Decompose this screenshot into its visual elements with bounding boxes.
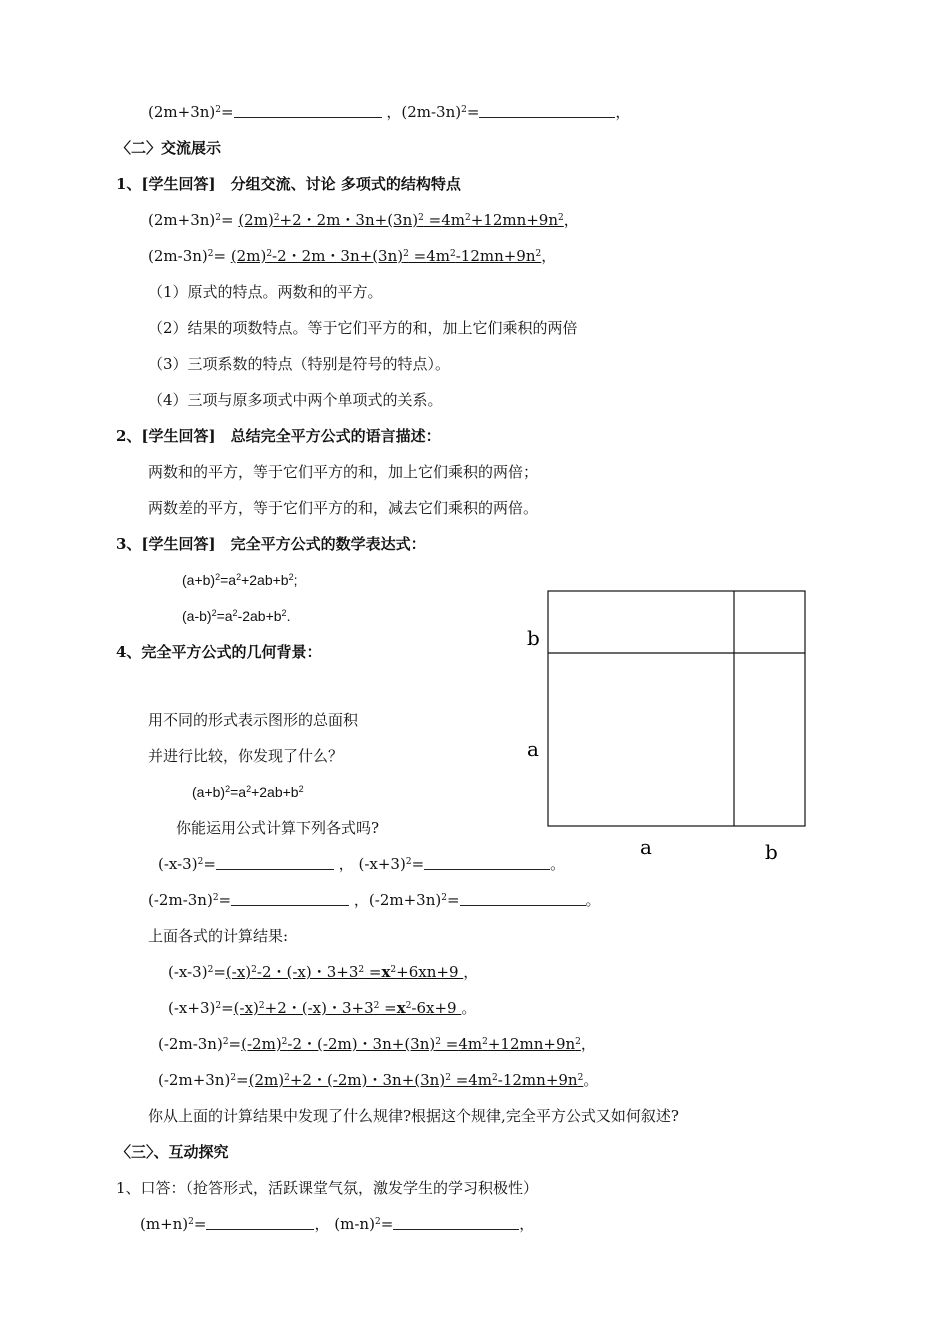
result-line: $(-2m-3n)^2=(-2m)^2-2$・(-2m)・$3n+(3n)^2 =4m^2+12mn+9n^2$， — [158, 1035, 596, 1053]
section-title: 〈三〉、互动探究 — [116, 1143, 229, 1161]
results-title: 上面各式的计算结果: — [148, 927, 289, 945]
formula-line: $(a-b)^2=a^2-2ab+b^2$. — [182, 608, 291, 624]
question-heading: 4、完全平方公式的几何背景： — [116, 643, 322, 661]
result-line: $(-x-3)^2=(-x)^2-2$・(-x)・$3+3^2 =x^2+6xn+9$ ， — [168, 963, 479, 981]
question-heading: 1、[学生回答] 分组交流、讨论 多项式的结构特点 — [116, 175, 461, 193]
label-a-side: a — [527, 737, 539, 761]
answer-blank[interactable] — [234, 104, 382, 118]
answer-blank[interactable] — [479, 104, 615, 118]
label-a-bottom: a — [640, 835, 652, 859]
question-text: 你从上面的计算结果中发现了什么规律?根据这个规律,完全平方公式又如何叙述? — [148, 1107, 679, 1125]
formula-line: $(a+b)^2=a^2+2ab+b^2$ — [192, 784, 304, 800]
result-line: $(-2m+3n)^2=(2m)^2+2$・(-2m)・$3n+(3n)^2 =4m^2-12mn+9n^2$。 — [158, 1071, 599, 1089]
answer-blank[interactable] — [216, 856, 334, 870]
answer-blank[interactable] — [231, 892, 349, 906]
blank-exercise-line: $(m+n)^2=$ ， $(m-n)^2=$ ， — [140, 1215, 535, 1233]
formula-line: $(a+b)^2=a^2+2ab+b^2$; — [182, 572, 298, 588]
answer-blank[interactable] — [424, 856, 550, 870]
square-area-diagram — [520, 582, 820, 872]
prompt-text: 你能运用公式计算下列各式吗? — [176, 819, 380, 837]
label-b-side: b — [527, 626, 540, 650]
point-text: （2）结果的项数特点。等于它们平方的和，加上它们乘积的两倍 — [148, 319, 578, 337]
answer-blank[interactable] — [393, 1216, 519, 1230]
blank-exercise-line: $(-2m-3n)^2=$ ，$(-2m+3n)^2=$ 。 — [148, 891, 601, 909]
blank-exercise-line: $(-x-3)^2=$ ， $(-x+3)^2=$ 。 — [158, 855, 566, 873]
section-title: 〈二〉交流展示 — [116, 139, 222, 157]
statement-text: 两数和的平方，等于它们平方的和，加上它们乘积的两倍； — [148, 463, 539, 481]
question-heading: 3、[学生回答] 完全平方公式的数学表达式： — [116, 535, 426, 553]
question-heading: 1、口答：（抢答形式，活跃课堂气氛，激发学生的学习积极性） — [116, 1179, 539, 1197]
answer-blank[interactable] — [460, 892, 586, 906]
blank-exercise-line: $(2m+3n)^2=$ ，$(2m-3n)^2=$ ， — [148, 103, 631, 121]
outer-square — [548, 591, 805, 826]
statement-text: 两数差的平方，等于它们平方的和，减去它们乘积的两倍。 — [148, 499, 539, 517]
expansion-line: $(2m+3n)^2= (2m)^2+2$・2m・$3n+(3n)^2 =4m^2+12mn+9n^2$， — [148, 211, 579, 229]
answer-blank[interactable] — [206, 1216, 314, 1230]
point-text: （1）原式的特点。两数和的平方。 — [148, 283, 383, 301]
point-text: （4）三项与原多项式中两个单项式的关系。 — [148, 391, 443, 409]
prompt-text: 并进行比较，你发现了什么？ — [148, 747, 344, 765]
prompt-text: 用不同的形式表示图形的总面积 — [148, 711, 359, 729]
result-line: $(-x+3)^2=(-x)^2+2$・(-x)・$3+3^2 =x^2-6x+9$ 。 — [168, 999, 477, 1017]
point-text: （3）三项系数的特点（特别是符号的特点）。 — [148, 355, 451, 373]
question-heading: 2、[学生回答] 总结完全平方公式的语言描述： — [116, 427, 441, 445]
label-b-bottom: b — [765, 840, 778, 864]
expansion-line: $(2m-3n)^2= (2m)^2-2$・2m・$3n+(3n)^2 =4m^2-12mn+9n^2$， — [148, 247, 557, 265]
